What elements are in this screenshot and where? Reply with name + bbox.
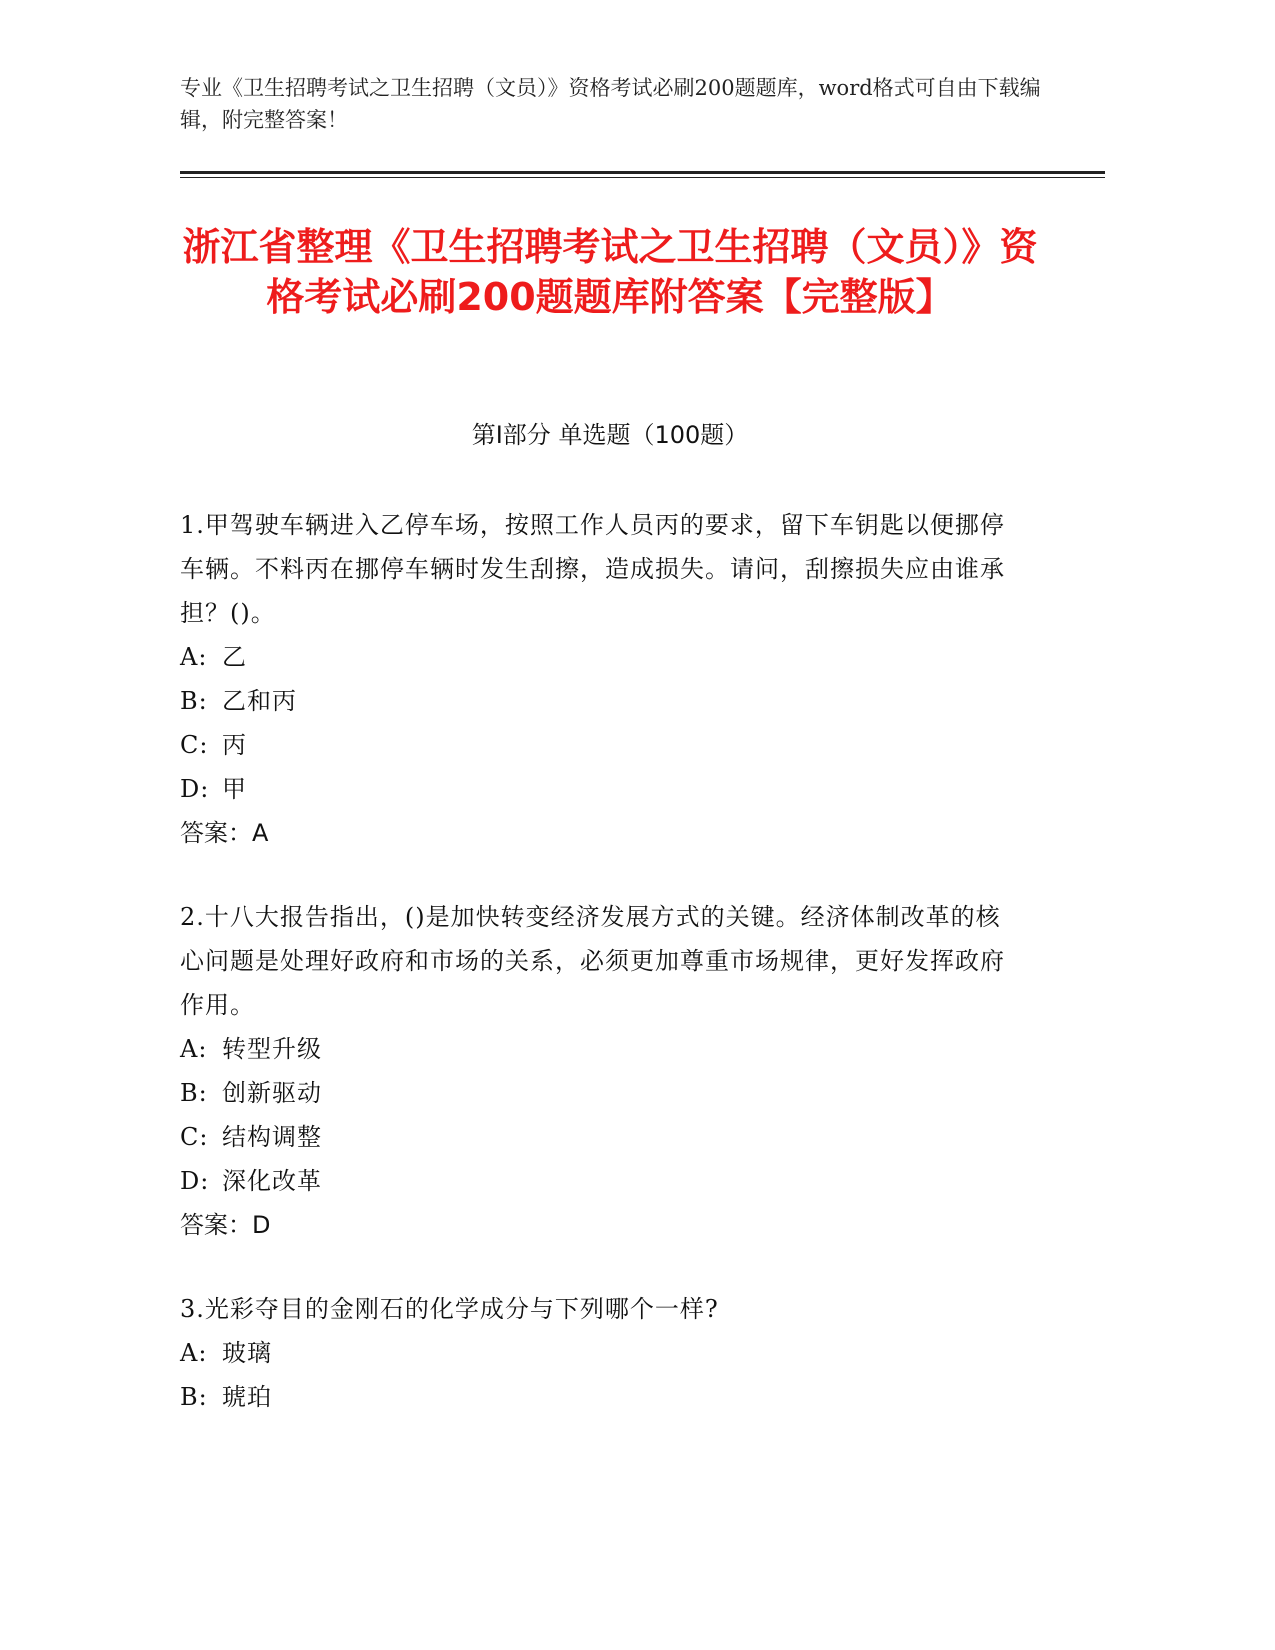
answer-line: 答案：D [180, 1211, 271, 1239]
section-heading: 第I部分 单选题（100题） [471, 421, 749, 449]
option-a [180, 635, 1020, 679]
option-text: 乙 [222, 643, 247, 671]
option-b [180, 679, 1020, 723]
option-letter: A: [180, 1035, 208, 1063]
option-c [180, 723, 1020, 767]
document-title: 浙江省整理《卫生招聘考试之卫生招聘（文员）》资格考试必刷200题题库附答案【完整版】 [182, 225, 1038, 319]
option-b [180, 1375, 1020, 1419]
question-3 [180, 1287, 1020, 1419]
question-stem: 1.甲驾驶车辆进入乙停车场，按照工作人员丙的要求，留下车钥匙以便挪停车辆。不料丙在挪停车辆时发生刮擦，造成损失。请问，刮擦损失应由谁承担？()。 [180, 511, 1005, 627]
option-letter: D: [180, 775, 210, 803]
option-letter: A: [180, 1339, 208, 1367]
header-note: 专业《卫生招聘考试之卫生招聘（文员）》资格考试必刷200题题库，word格式可自由下载编辑，附完整答案！ [180, 76, 1041, 132]
option-text: 深化改革 [222, 1167, 322, 1195]
option-letter: C: [180, 1123, 209, 1151]
option-text: 玻璃 [222, 1339, 272, 1367]
question-1 [180, 503, 1020, 855]
option-c [180, 1115, 1020, 1159]
option-text: 创新驱动 [222, 1079, 322, 1107]
header-divider-thick [180, 171, 1105, 174]
option-d [180, 1159, 1020, 1203]
option-text: 琥珀 [222, 1383, 272, 1411]
option-text: 结构调整 [222, 1123, 322, 1151]
option-text: 甲 [222, 775, 247, 803]
option-b [180, 1071, 1020, 1115]
option-text: 转型升级 [222, 1035, 322, 1063]
question-2 [180, 895, 1020, 1247]
option-letter: A: [180, 643, 208, 671]
option-letter: C: [180, 731, 209, 759]
question-stem: 2.十八大报告指出，()是加快转变经济发展方式的关键。经济体制改革的核心问题是处理好政府和市场的关系，必须更加尊重市场规律，更好发挥政府作用。 [180, 903, 1005, 1019]
option-letter: B: [180, 687, 208, 715]
option-a [180, 1027, 1020, 1071]
option-a [180, 1331, 1020, 1375]
question-stem: 3.光彩夺目的金刚石的化学成分与下列哪个一样? [180, 1295, 719, 1323]
option-letter: B: [180, 1383, 208, 1411]
option-letter: B: [180, 1079, 208, 1107]
answer-line: 答案：A [180, 819, 269, 847]
option-text: 乙和丙 [222, 687, 297, 715]
header-divider-thin [180, 177, 1105, 178]
option-letter: D: [180, 1167, 210, 1195]
option-text: 丙 [222, 731, 247, 759]
option-d [180, 767, 1020, 811]
